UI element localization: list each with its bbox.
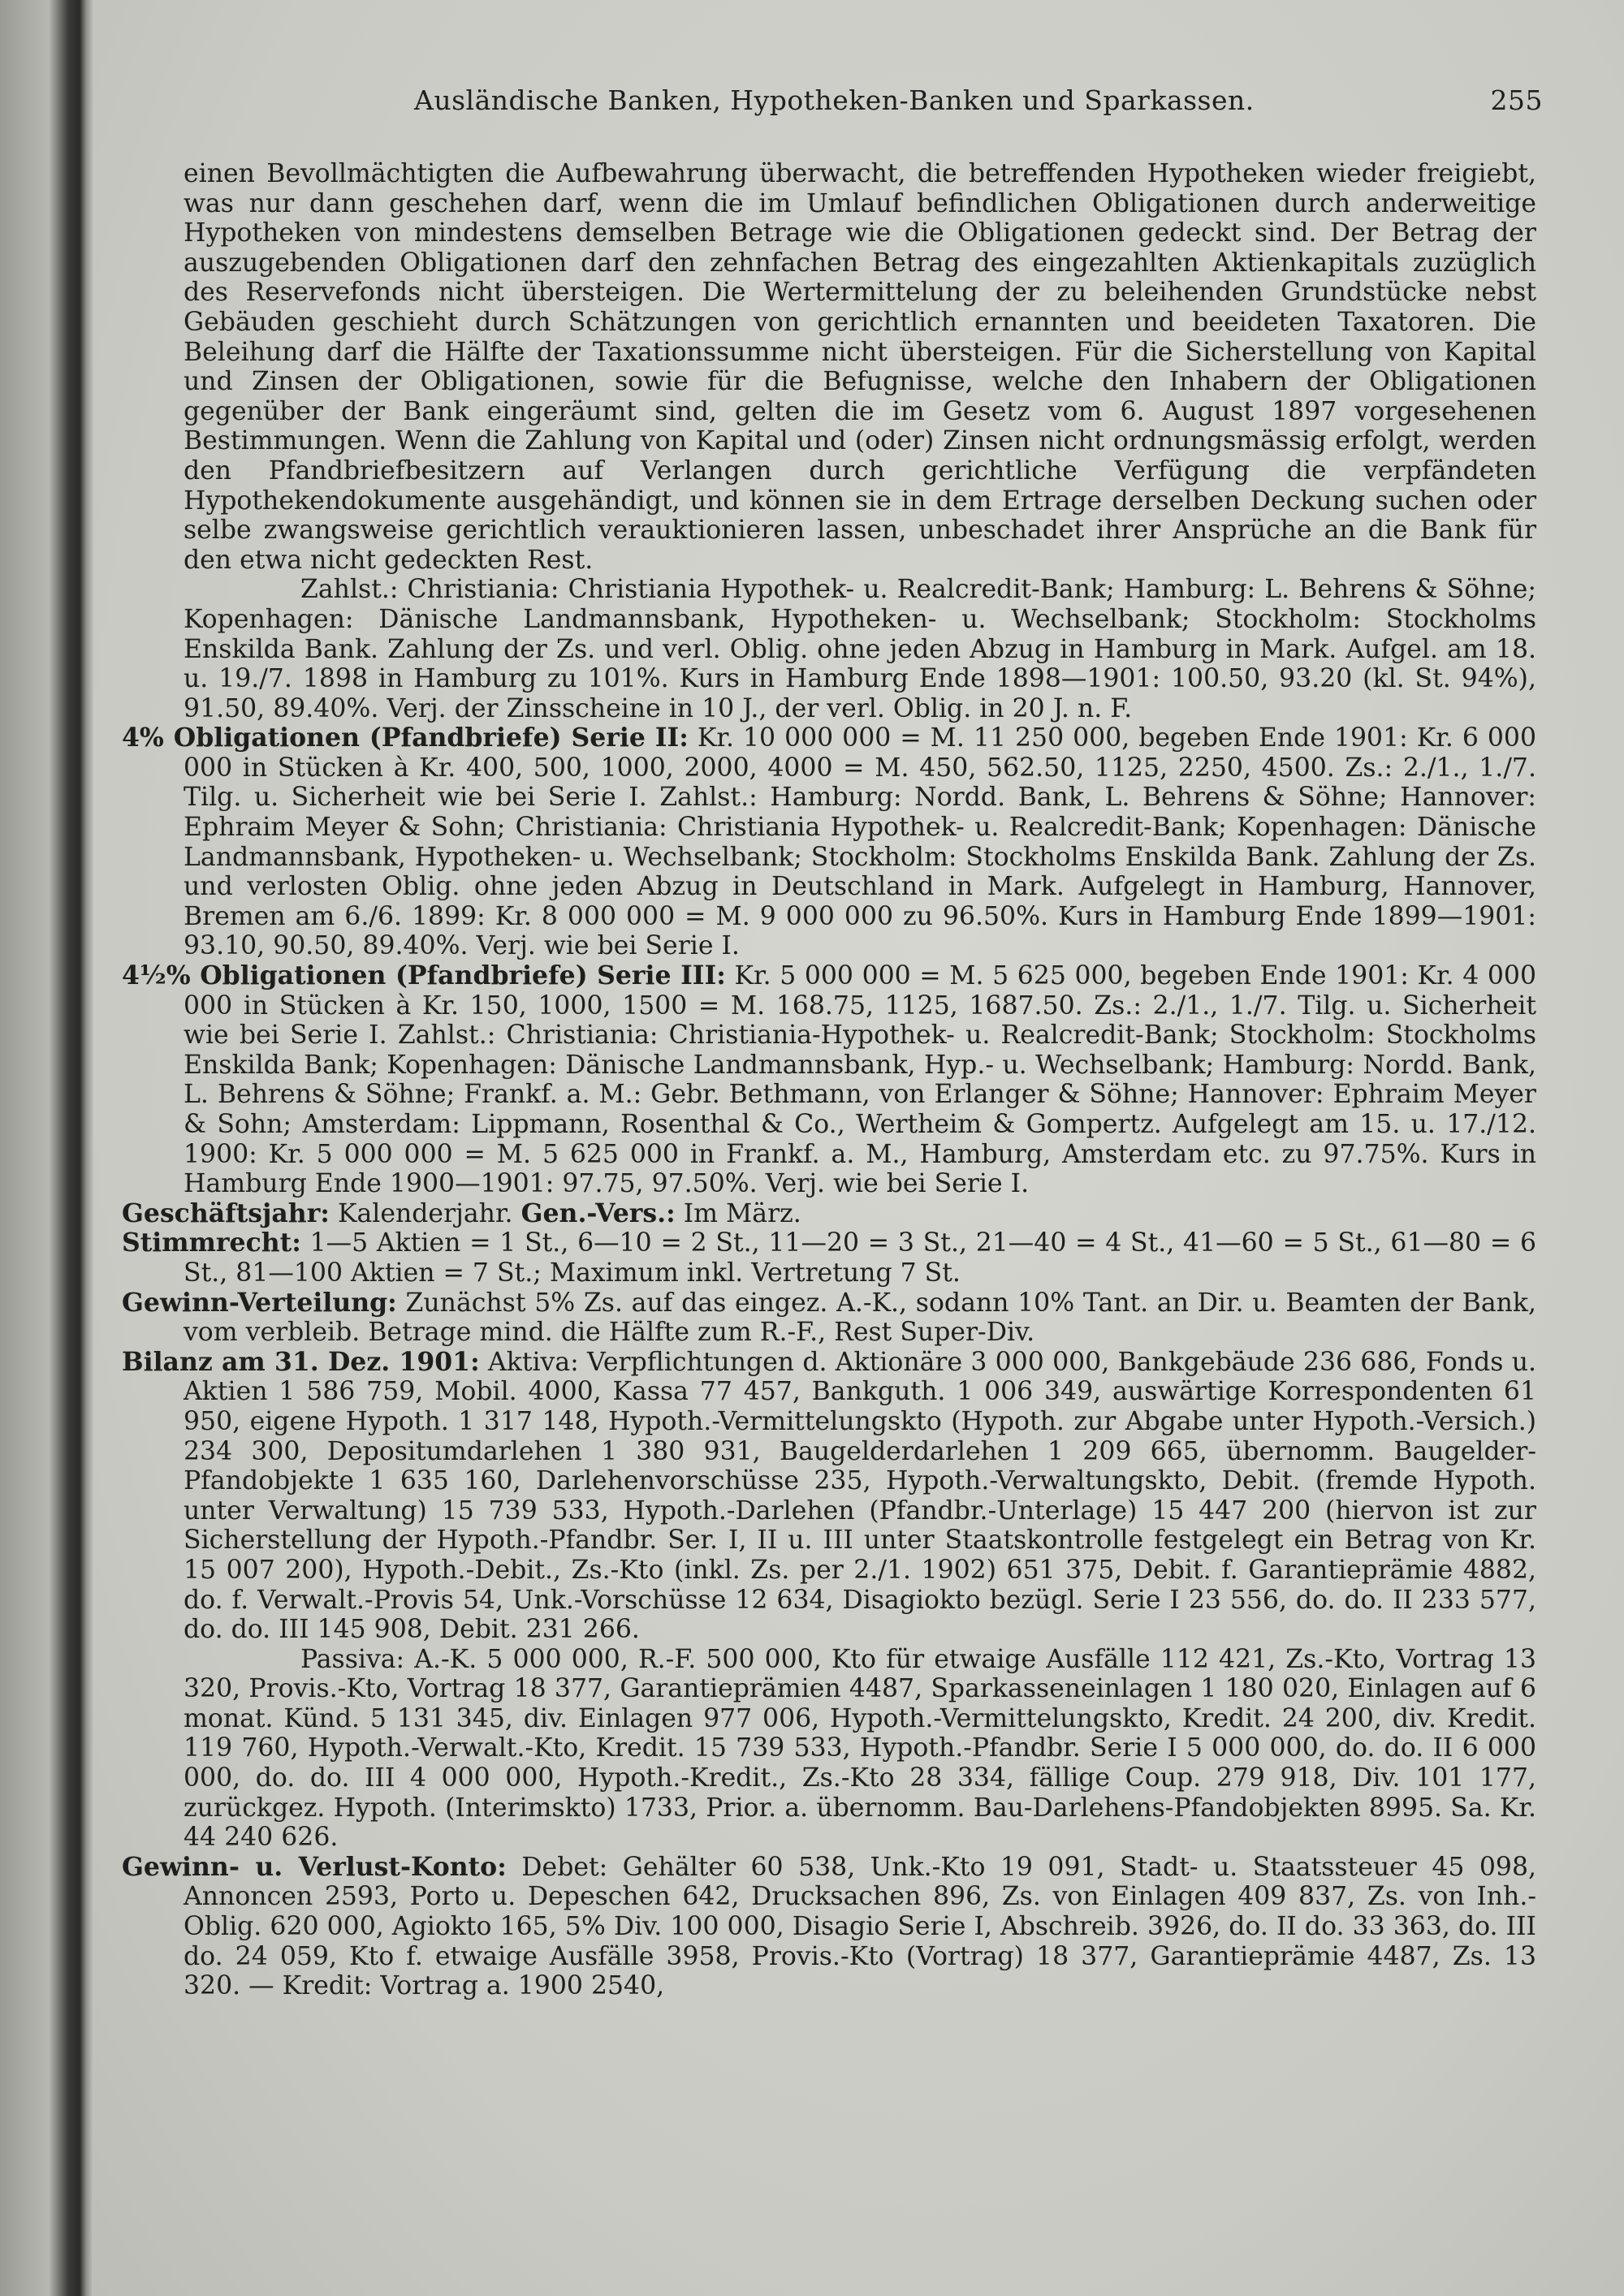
header-title: Ausländische Banken, Hypotheken-Banken und Sparkassen. [414, 84, 1255, 116]
paragraph-passiva: Passiva: A.-K. 5 000 000, R.-F. 500 000, Kto für etwaige Ausfälle 112 421, Zs.-Kto, Vortrag 13 320, Provis.-Kto, Vortrag 18 377, Garantieprämien 4487, Sparkasseneinlagen 1 180 020, Einlagen auf 6 monat. Künd. 5 131 345, div. Einlagen 977 006, Hypoth.-Vermittelungskto, Kredit. 24 200, div. Kredit. 119 760, Hypoth.-Verwalt.-Kto, Kredit. 15 739 533, Hypoth.-Pfandbr. Serie I 5 000 000, do. do. II 6 000 000, do. do. III 4 000 000, Hypoth.-Kredit., Zs.-Kto 28 334, fällige Coup. 279 918, Div. 101 177, zurückgez. Hypoth. (Interimskto) 1733, Prior. a. übernomm. Bau-Darlehens-Pfandobjekten 8995. Sa. Kr. 44 240 626. [184, 1644, 1536, 1853]
section-heading-serie-iii: 4½% Obligationen (Pfandbriefe) Serie III: [122, 960, 726, 991]
running-header [414, 84, 1543, 125]
section-heading-gewinn-verlust: Gewinn- u. Verlust-Konto: [122, 1851, 507, 1882]
paragraph-continuation: einen Bevollmächtigten die Aufbewahrung überwacht, die betreffenden Hypotheken wieder freigiebt, was nur dann geschehen darf, wenn die im Umlauf befindlichen Obligationen durch anderweitige Hypotheken von mindestens demselben Betrage wie die Obligationen gedeckt sind. Der Betrag der auszugebenden Obligationen darf den zehnfachen Betrag des eingezahlten Aktienkapitals zuzüglich des Reservefonds nicht übersteigen. Die Wertermittelung der zu beleihenden Grundstücke nebst Gebäuden geschieht durch Schätzungen von gerichtlich ernannten und beeideten Taxatoren. Die Beleihung darf die Hälfte der Taxationssumme nicht übersteigen. Für die Sicherstellung von Kapital und Zinsen der Obligationen, sowie für die Befugnisse, welche den Inhabern der Obligationen gegenüber der Bank eingeräumt sind, gelten die im Gesetz vom 6. August 1897 vorgesehenen Bestimmungen. Wenn die Zahlung von Kapital und (oder) Zinsen nicht ordnungsmässig erfolgt, werden den Pfandbriefbesitzern auf Verlangen durch gerichtliche Verfügung die verpfändeten Hypothekendokumente ausgehändigt, und können sie in dem Ertrage derselben Deckung suchen oder selbe zwangsweise gerichtlich verauktionieren lassen, unbeschadet ihrer Ansprüche an die Bank für den etwa nicht gedeckten Rest. [184, 159, 1536, 575]
page-body [122, 159, 1537, 2001]
section-body-gen-vers: Im März. [675, 1198, 801, 1228]
section-body-gewinn-verteilung: Zunächst 5% Zs. auf das eingez. A.-K., sodann 10% Tant. an Dir. u. Beamten der Bank, vom verbleib. Betrage mind. die Hälfte zum R.-F., Rest Super-Div. [184, 1288, 1536, 1348]
section-heading-gen-vers: Gen.-Vers.: [520, 1198, 676, 1228]
section-gewinn-verlust [122, 1853, 1536, 2001]
section-geschaeftsjahr [122, 1199, 1536, 1229]
section-serie-ii [122, 723, 1536, 961]
page-number: 255 [1490, 84, 1543, 116]
paragraph-zahlstellen: Zahlst.: Christiania: Christiania Hypothek- u. Realcredit-Bank; Hamburg: L. Behrens & Söhne; Kopenhagen: Dänische Landmannsbank, Hypotheken- u. Wechselbank; Stockholm: Stockholms Enskilda Bank. Zahlung der Zs. und verl. Oblig. ohne jeden Abzug in Hamburg in Mark. Aufgel. am 18. u. 19./7. 1898 in Hamburg zu 101%. Kurs in Hamburg Ende 1898—1901: 100.50, 93.20 (kl. St. 94%), 91.50, 89.40%. Verj. der Zinsscheine in 10 J., der verl. Oblig. in 20 J. n. F. [184, 575, 1536, 723]
book-spine-shadow [0, 0, 93, 2296]
section-serie-iii [122, 961, 1536, 1199]
section-heading-serie-ii: 4% Obligationen (Pfandbriefe) Serie II: [122, 723, 689, 753]
section-body-stimmrecht: 1—5 Aktien = 1 St., 6—10 = 2 St., 11—20 = 3 St., 21—40 = 4 St., 41—60 = 5 St., 61—80 = 6 St., 81—100 Aktien = 7 St.; Maximum inkl. Vertretung 7 St. [184, 1228, 1536, 1288]
section-heading-gewinn-verteilung: Gewinn-Verteilung: [122, 1287, 397, 1318]
section-body-gewinn-verlust: Debet: Gehälter 60 538, Unk.-Kto 19 091, Stadt- u. Staatssteuer 45 098, Annoncen 2593, Porto u. Depeschen 642, Drucksachen 896, Zs. von Einlagen 409 837, Zs. von Inh.-Oblig. 620 000, Agiokto 165, 5% Div. 100 000, Disagio Serie I, Abschreib. 3926, do. II do. 33 363, do. III do. 24 059, Kto f. etwaige Ausfälle 3958, Provis.-Kto (Vortrag) 18 377, Garantieprämie 4487, Zs. 13 320. — Kredit: Vortrag a. 1900 2540, [184, 1852, 1537, 2001]
section-heading-bilanz: Bilanz am 31. Dez. 1901: [122, 1346, 480, 1377]
section-gewinn-verteilung [122, 1288, 1536, 1348]
section-body-bilanz: Aktiva: Verpflichtungen d. Aktionäre 3 000 000, Bankgebäude 236 686, Fonds u. Aktien 1 586 759, Mobil. 4000, Kassa 77 457, Bankguth. 1 006 349, auswärtige Korrespondenten 61 950, eigene Hypoth. 1 317 148, Hypoth.-Vermittelungskto (Hypoth. zur Abgabe unter Hypoth.-Versich.) 234 300, Depositumdarlehen 1 380 931, Baugelderdarlehen 1 209 665, übernomm. Baugelder-Pfandobjekte 1 635 160, Darlehenvorschüsse 235, Hypoth.-Verwaltungskto, Debit. (fremde Hypoth. unter Verwaltung) 15 739 533, Hypoth.-Darlehen (Pfandbr.-Unterlage) 15 447 200 (hiervon ist zur Sicherstellung der Hypoth.-Pfandbr. Ser. I, II u. III unter Staatskontrolle festgelegt ein Betrag von Kr. 15 007 200), Hypoth.-Debit., Zs.-Kto (inkl. Zs. per 2./1. 1902) 651 375, Debit. f. Garantieprämie 4882, do. f. Verwalt.-Provis 54, Unk.-Vorschüsse 12 634, Disagiokto bezügl. Serie I 23 556, do. do. II 233 577, do. do. III 145 908, Debit. 231 266. [184, 1347, 1536, 1645]
section-heading-stimmrecht: Stimmrecht: [122, 1228, 301, 1258]
section-heading-geschaeftsjahr: Geschäftsjahr: [122, 1198, 330, 1228]
section-body-serie-iii: Kr. 5 000 000 = M. 5 625 000, begeben Ende 1901: Kr. 4 000 000 in Stücken à Kr. 150, 1000, 1500 = M. 168.75, 1125, 1687.50. Zs.: 2./1., 1./7. Tilg. u. Sicherheit wie bei Serie I. Zahlst.: Christiania: Christiania-Hypothek- u. Realcredit-Bank; Stockholm: Stockholms Enskilda Bank; Kopenhagen: Dänische Landmannsbank, Hyp.- u. Wechselbank; Hamburg: Nordd. Bank, L. Behrens & Söhne; Frankf. a. M.: Gebr. Bethmann, von Erlanger & Söhne; Hannover: Ephraim Meyer & Sohn; Amsterdam: Lippmann, Rosenthal & Co., Wertheim & Gompertz. Aufgelegt am 15. u. 17./12. 1900: Kr. 5 000 000 = M. 5 625 000 in Frankf. a. M., Hamburg, Amsterdam etc. zu 97.75%. Kurs in Hamburg Ende 1900—1901: 97.75, 97.50%. Verj. wie bei Serie I. [184, 961, 1536, 1199]
section-stimmrecht [122, 1228, 1536, 1288]
section-body-serie-ii: Kr. 10 000 000 = M. 11 250 000, begeben Ende 1901: Kr. 6 000 000 in Stücken à Kr. 400, 500, 1000, 2000, 4000 = M. 450, 562.50, 1125, 2250, 4500. Zs.: 2./1., 1./7. Tilg. u. Sicherheit wie bei Serie I. Zahlst.: Hamburg: Nordd. Bank, L. Behrens & Söhne; Hannover: Ephraim Meyer & Sohn; Christiania: Christiania Hypothek- u. Realcredit-Bank; Kopenhagen: Dänische Landmannsbank, Hypotheken- u. Wechselbank; Stockholm: Stockholms Enskilda Bank. Zahlung der Zs. und verlosten Oblig. ohne jeden Abzug in Deutschland in Mark. Aufgelegt in Hamburg, Hannover, Bremen am 6./6. 1899: Kr. 8 000 000 = M. 9 000 000 zu 96.50%. Kurs in Hamburg Ende 1899—1901: 93.10, 90.50, 89.40%. Verj. wie bei Serie I. [184, 723, 1536, 961]
section-bilanz [122, 1348, 1536, 1645]
section-body-geschaeftsjahr: Kalenderjahr. [329, 1198, 521, 1228]
